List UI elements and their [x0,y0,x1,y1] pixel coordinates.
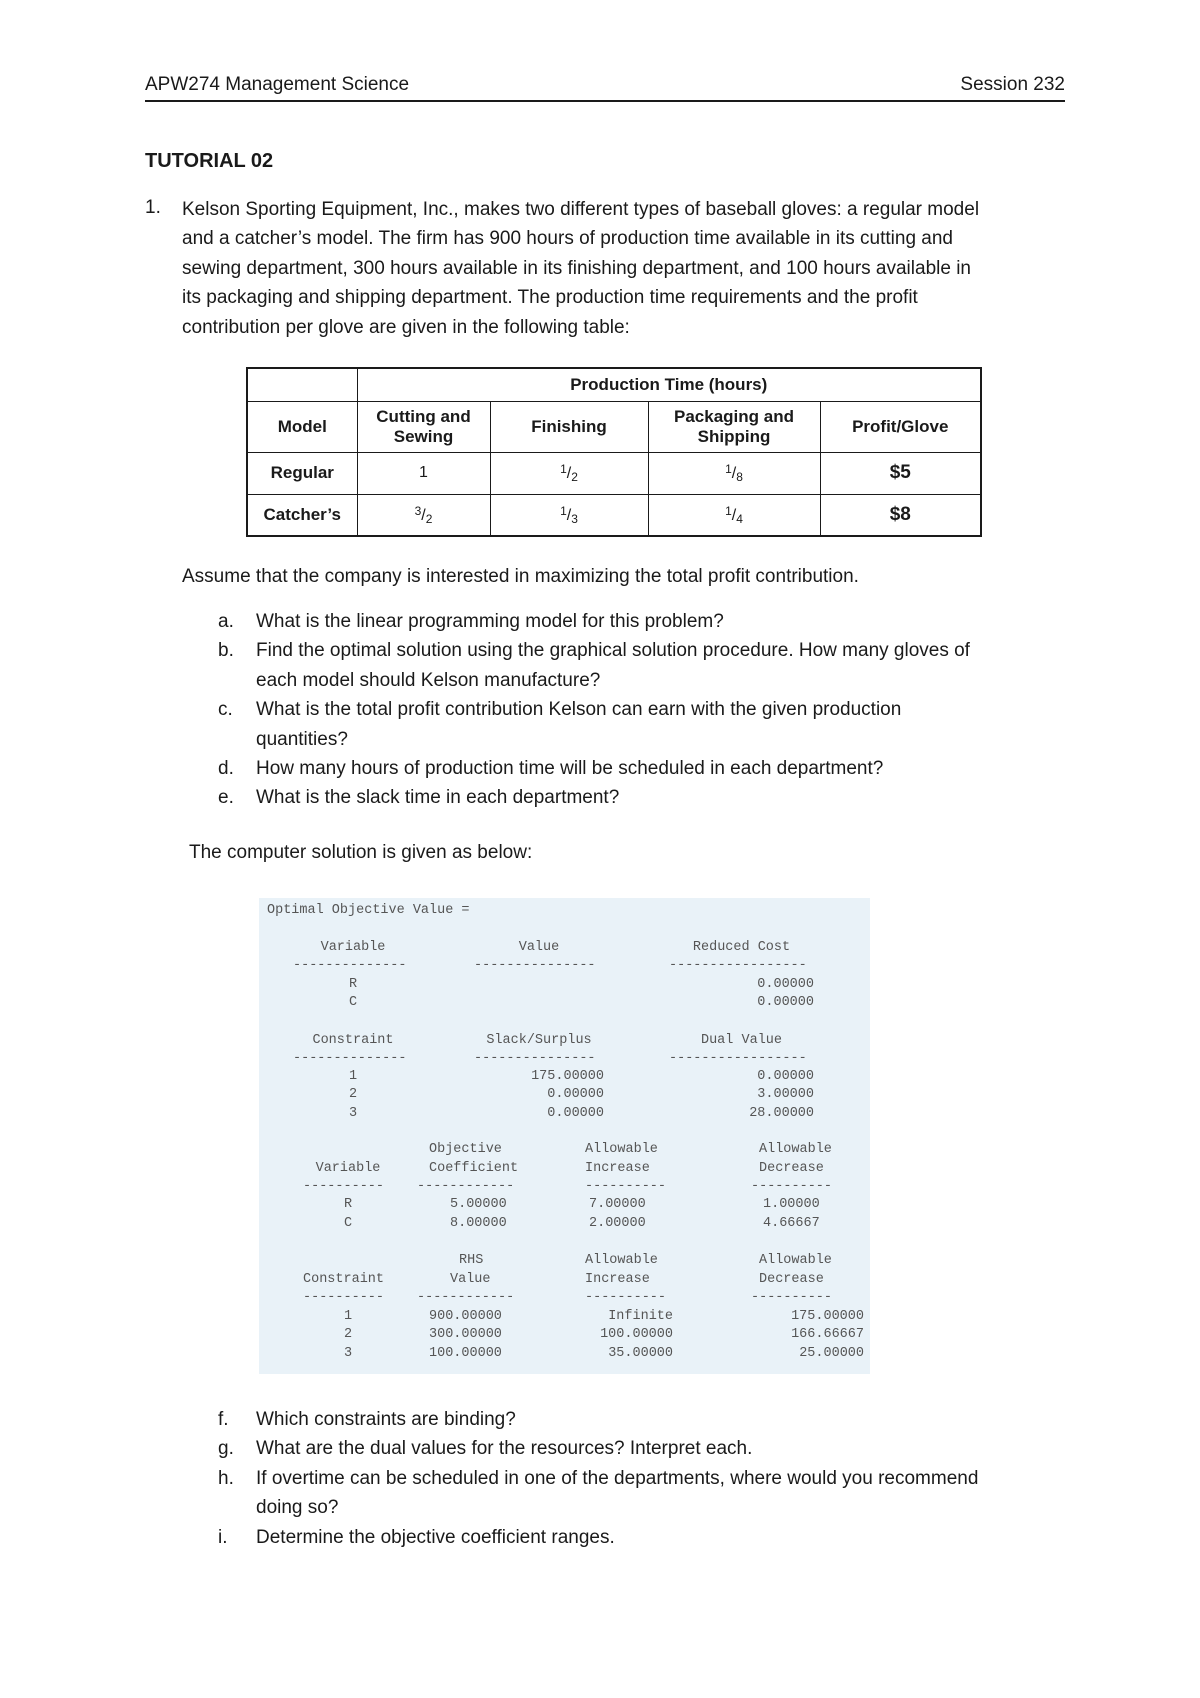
sec4-rhs-header: RHS [459,1253,484,1268]
list-item [218,636,1078,695]
sec2-dash: --------------- [474,1051,596,1066]
page-title: TUTORIAL 02 [145,150,274,172]
sec2-con: 3 [348,1106,358,1121]
sec4-inc: 100.00000 [600,1327,673,1342]
question-line: its packaging and shipping department. The production time requirements and the profit [182,287,918,309]
sec3-inc: 2.00000 [589,1216,646,1231]
col-model-header: Model [247,401,357,452]
sec2-dual: 3.00000 [757,1087,814,1102]
table-row [247,452,981,494]
col-finishing-header: Finishing [490,401,648,452]
col-cutting-header [357,401,490,452]
list-item-label: h. [218,1467,234,1489]
sec2-dash: -------------- [293,1051,407,1066]
sec2-dash: ----------------- [669,1051,807,1066]
production-table [246,367,982,537]
header-rule [145,100,1065,102]
list-item-label: f. [218,1409,229,1430]
row-profit: $8 [820,494,981,536]
objective-label: Optimal Objective Value = [267,903,470,918]
question-number: 1. [145,197,161,218]
sec4-dash: ---------- [751,1290,833,1305]
sec1-reduced: 0.00000 [757,995,814,1010]
list-item-text: If overtime can be scheduled in one of the departments, where would you recommend [256,1467,979,1489]
sec2-slack: 0.00000 [547,1087,604,1102]
header-session: Session 232 [960,74,1065,95]
list-item-text: Find the optimal solution using the graphical solution procedure. How many gloves of [256,640,970,662]
col-packaging-header-line: Shipping [697,426,771,446]
row-cutting: $^3/_2$ [357,494,490,536]
col-packaging-header [648,401,820,452]
sec3-coef: 8.00000 [450,1216,507,1231]
sec4-constraint-header: Constraint [303,1272,385,1287]
sub-question-list-1 [218,607,1078,813]
sec3-dash: ---------- [303,1179,385,1194]
sec4-dec: 25.00000 [799,1346,864,1361]
sec2-slack: 0.00000 [547,1106,604,1121]
sec4-dash: ---------- [585,1290,667,1305]
list-item-label: d. [218,758,234,780]
computer-intro: The computer solution is given as below: [189,842,533,863]
sec4-inc: 35.00000 [608,1346,673,1361]
row-finishing: $^1/_3$ [490,494,648,536]
sec4-dec: 166.66667 [791,1327,864,1342]
sec3-dash: ---------- [585,1179,667,1194]
sec2-constraint-header: Constraint [312,1033,394,1048]
sec4-dash: ---------- [303,1290,385,1305]
row-finishing: $^1/_2$ [490,452,648,494]
header-course: APW274 Management Science [145,74,410,95]
sec3-obj-header: Objective [429,1142,502,1157]
list-item [218,607,1078,636]
sec3-dash: ---------- [751,1179,833,1194]
sec4-con: 1 [343,1309,353,1324]
sec3-dec: 4.66667 [763,1216,820,1231]
row-profit: $5 [820,452,981,494]
sec3-dec: 1.00000 [763,1197,820,1212]
sec1-dash: ----------------- [669,958,807,973]
question-line: contribution per glove are given in the following table: [182,316,630,338]
sec4-inc: Infinite [608,1309,673,1324]
sec3-inc-header: Allowable [585,1142,658,1157]
col-profit-header: Profit/Glove [820,401,981,452]
sec4-con: 2 [343,1327,353,1342]
sec3-var: R [343,1197,353,1212]
sec1-value-header: Value [518,940,560,955]
list-item-label: a. [218,611,234,632]
sec2-con: 1 [348,1069,358,1084]
sec1-dash: -------------- [293,958,407,973]
list-item-label: i. [218,1526,228,1548]
sec1-reduced: 0.00000 [757,977,814,992]
sec4-rhs-header: Value [450,1272,491,1287]
sec4-dec: 175.00000 [791,1309,864,1324]
col-cutting-header-line: Cutting and [376,406,471,426]
sub-question-list-2 [218,1405,1078,1552]
list-item [218,783,1078,812]
list-item-text: Which constraints are binding? [256,1409,516,1430]
list-item-label: e. [218,787,234,809]
sec3-obj-header: Coefficient [429,1161,519,1176]
sec4-inc-header: Allowable [585,1253,658,1268]
row-model: Regular [247,452,357,494]
col-cutting-header-line: Sewing [393,426,454,446]
sec1-var: C [348,995,358,1010]
row-packaging: $^1/_8$ [648,452,820,494]
list-item-text: What is the total profit contribution Kelson can earn with the given production [256,699,902,721]
sec4-rhs: 100.00000 [429,1346,502,1361]
sec4-rhs: 300.00000 [429,1327,502,1342]
question-line: Kelson Sporting Equipment, Inc., makes two different types of baseball gloves: a regular model [182,199,980,220]
list-item-text: What is the slack time in each department? [256,787,620,809]
sec3-dash: ------------ [417,1179,515,1194]
assume-text: Assume that the company is interested in maximizing the total profit contribution. [182,566,859,587]
sec4-rhs: 900.00000 [429,1309,502,1324]
sec3-dec-header: Allowable [759,1142,832,1157]
row-packaging: $^1/_4$ [648,494,820,536]
question-line: sewing department, 300 hours available in its finishing department, and 100 hours available in [182,257,971,279]
list-item [218,1523,1078,1552]
sec4-con: 3 [343,1346,353,1361]
sec2-slack-header: Slack/Surplus [486,1033,592,1048]
table-corner-cell [247,368,357,401]
list-item-text: doing so? [256,1497,339,1519]
sec2-con: 2 [348,1087,358,1102]
sec1-reduced-header: Reduced Cost [692,940,791,955]
col-packaging-header-line: Packaging and [674,406,794,426]
list-item [218,1405,1078,1434]
list-item-text: Determine the objective coefficient ranges. [256,1526,615,1548]
sec2-dual-header: Dual Value [700,1033,782,1048]
sec1-dash: --------------- [474,958,596,973]
list-item-text: What are the dual values for the resources? Interpret each. [256,1438,753,1460]
list-item [218,754,1078,783]
sec4-inc-header: Increase [585,1272,650,1287]
sec2-slack: 175.00000 [531,1069,604,1084]
sec2-dual: 0.00000 [757,1069,814,1084]
list-item [218,1434,1078,1463]
list-item [218,695,1078,754]
sec3-variable-header: Variable [315,1161,381,1176]
sec4-dec-header: Decrease [759,1272,824,1287]
sec1-var: R [348,977,358,992]
sec3-inc: 7.00000 [589,1197,646,1212]
list-item-text: How many hours of production time will be scheduled in each department? [256,758,884,780]
list-item-text: What is the linear programming model for this problem? [256,611,724,632]
list-item-label: g. [218,1438,234,1460]
sec3-coef: 5.00000 [450,1197,507,1212]
solution-output [259,898,870,1374]
list-item-text: each model should Kelson manufacture? [256,669,601,691]
table-row [247,494,981,536]
sec3-dec-header: Decrease [759,1161,824,1176]
sec2-dual: 28.00000 [749,1106,814,1121]
sec4-dec-header: Allowable [759,1253,832,1268]
question-text [182,195,1062,342]
list-item-label: c. [218,699,233,721]
sec1-variable-header: Variable [320,940,386,955]
sec4-dash: ------------ [417,1290,515,1305]
row-cutting: 1 [357,452,490,494]
question-line: and a catcher’s model. The firm has 900 hours of production time available in its cutting and [182,228,953,250]
sec3-var: C [343,1216,353,1231]
row-model: Catcher’s [247,494,357,536]
list-item [218,1464,1078,1523]
sec3-inc-header: Increase [585,1161,650,1176]
production-time-header: Production Time (hours) [357,368,981,401]
list-item-text: quantities? [256,728,348,750]
list-item-label: b. [218,640,234,662]
